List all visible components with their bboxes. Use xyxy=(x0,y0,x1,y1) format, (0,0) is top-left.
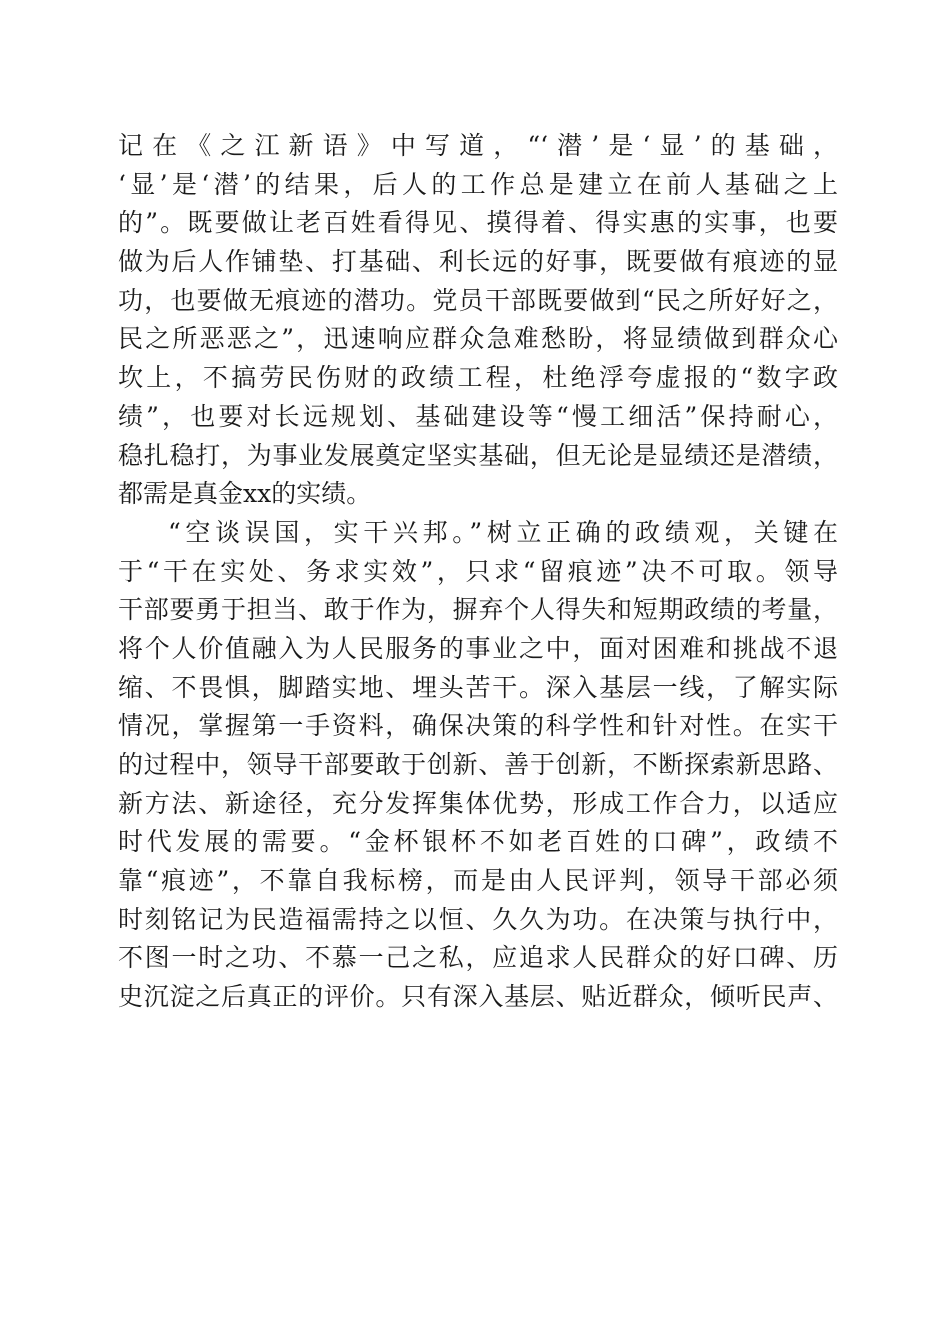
text-line: 记在《之江新语》中写道，“‘潜’是‘显’的基础， xyxy=(118,131,838,160)
body-text xyxy=(118,127,838,1017)
text-line: 绩”，也要对长远规划、基础建设等“慢工细活”保持耐心， xyxy=(118,401,838,431)
text-line: 民之所恶恶之”，迅速响应群众急难愁盼，将显绩做到群众心 xyxy=(118,324,838,354)
text-line: 新方法、新途径，充分发挥集体优势，形成工作合力，以适应 xyxy=(118,788,838,818)
text-line: 将个人价值融入为人民服务的事业之中，面对困难和挑战不退 xyxy=(118,633,838,663)
text-line: 的”。既要做让老百姓看得见、摸得着、得实惠的实事，也要 xyxy=(118,208,838,238)
text-line: 都需是真金xx的实绩。 xyxy=(118,479,372,509)
text-line: 功，也要做无痕迹的潜功。党员干部既要做到“民之所好好之， xyxy=(118,285,838,315)
paragraph-2 xyxy=(118,514,838,1017)
text-line: 于“干在实处、务求实效”，只求“留痕迹”决不可取。领导 xyxy=(118,556,838,586)
text-line: 情况，掌握第一手资料，确保决策的科学性和针对性。在实干 xyxy=(118,711,838,741)
text-line: 靠“痕迹”，不靠自我标榜，而是由人民评判，领导干部必须 xyxy=(118,866,838,896)
paragraph-1 xyxy=(118,127,838,514)
text-line: 时代发展的需要。“金杯银杯不如老百姓的口碑”，政绩不 xyxy=(118,827,838,857)
text-line: ‘显’是‘潜’的结果，后人的工作总是建立在前人基础之上 xyxy=(118,169,838,199)
text-line: 做为后人作铺垫、打基础、利长远的好事，既要做有痕迹的显 xyxy=(118,247,838,277)
text-line: 稳扎稳打，为事业发展奠定坚实基础，但无论是显绩还是潜绩， xyxy=(118,440,838,470)
text-line: 坎上，不搞劳民伤财的政绩工程，杜绝浮夸虚报的“数字政 xyxy=(118,363,838,393)
text-line: “空谈误国，实干兴邦。”树立正确的政绩观，关键在 xyxy=(168,517,838,547)
text-line: 干部要勇于担当、敢于作为，摒弃个人得失和短期政绩的考量， xyxy=(118,595,838,625)
text-line: 史沉淀之后真正的评价。只有深入基层、贴近群众，倾听民声、 xyxy=(118,982,838,1012)
text-line: 的过程中，领导干部要敢于创新、善于创新，不断探索新思路、 xyxy=(118,750,838,779)
text-line: 不图一时之功、不慕一己之私，应追求人民群众的好口碑、历 xyxy=(118,943,838,973)
text-line: 缩、不畏惧，脚踏实地、埋头苦干。深入基层一线，了解实际 xyxy=(118,672,838,702)
text-line: 时刻铭记为民造福需持之以恒、久久为功。在决策与执行中， xyxy=(118,904,838,934)
